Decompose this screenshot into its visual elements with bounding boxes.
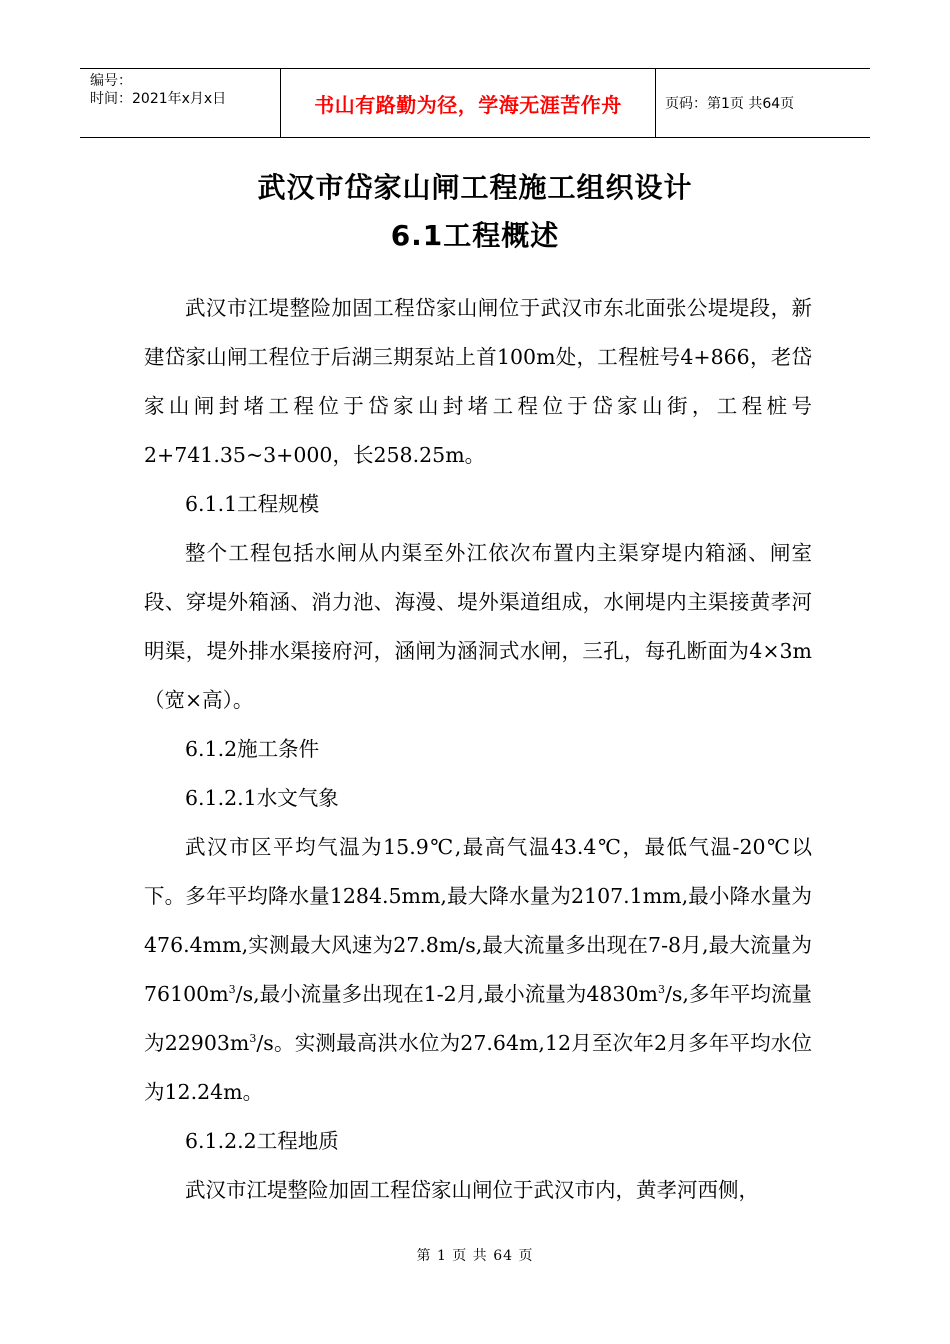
header-table — [80, 68, 870, 138]
hydrology-text-1: 武汉市区平均气温为15.9℃,最高气温43.4℃，最低气温-20℃以下。多年平均降水量1284.5mm,最大降水量为2107.1mm,最小降水量为476.4mm,实测最大风速为27.8m/s,最大流量多出现在7-8月,最大流量为76100m — [144, 835, 812, 1006]
serial-label: 编号： — [90, 73, 132, 89]
superscript-3: 3 — [657, 983, 665, 996]
heading-6-1-2-1: 6.1.2.1水文气象 — [185, 786, 339, 810]
document-body — [144, 284, 812, 1215]
header-page-cell — [655, 69, 870, 137]
page-footer: 第 1 页 共 64 页 — [416, 1248, 534, 1264]
superscript-3: 3 — [228, 983, 236, 996]
header-motto-cell — [280, 69, 656, 137]
motto-text: 书山有路勤为径，学海无涯苦作舟 — [314, 92, 622, 117]
document-title: 武汉市岱家山闸工程施工组织设计 — [257, 171, 693, 204]
paragraph-overview: 武汉市江堤整险加固工程岱家山闸位于武汉市东北面张公堤堤段，新建岱家山闸工程位于后湖三期泵站上首100m处，工程桩号4+866，老岱家山闸封堵工程位于岱家山封堵工程位于岱家山街，工程桩号2+741.35~3+000，长258.25m。 — [144, 296, 812, 467]
page-info: 页码：第1页 共64页 — [665, 96, 795, 112]
date-label: 时间：2021年x月x日 — [90, 91, 227, 107]
header-meta-cell — [80, 69, 280, 137]
paragraph-scale: 整个工程包括水闸从内渠至外江依次布置内主渠穿堤内箱涵、闸室段、穿堤外箱涵、消力池、海漫、堤外渠道组成，水闸堤内主渠接黄孝河明渠，堤外排水渠接府河，涵闸为涵洞式水闸，三孔，每孔断面为4×3m（宽×高）。 — [144, 541, 812, 712]
heading-6-1-2-2: 6.1.2.2工程地质 — [185, 1129, 339, 1153]
hydrology-text-4: /s。实测最高洪水位为27.64m,12月至次年2月多年平均水位为12.24m。 — [144, 1031, 812, 1104]
section-heading: 6.1工程概述 — [390, 219, 560, 252]
hydrology-text-3: /s,多年平均流量为22903m — [144, 982, 812, 1055]
paragraph-hydrology — [144, 823, 812, 1117]
paragraph-geology: 武汉市江堤整险加固工程岱家山闸位于武汉市内，黄孝河西侧， — [185, 1178, 759, 1202]
hydrology-text-2: /s,最小流量多出现在1-2月,最小流量为4830m — [235, 982, 658, 1006]
superscript-3: 3 — [249, 1032, 257, 1045]
heading-6-1-1: 6.1.1工程规模 — [185, 492, 320, 516]
heading-6-1-2: 6.1.2施工条件 — [185, 737, 320, 761]
